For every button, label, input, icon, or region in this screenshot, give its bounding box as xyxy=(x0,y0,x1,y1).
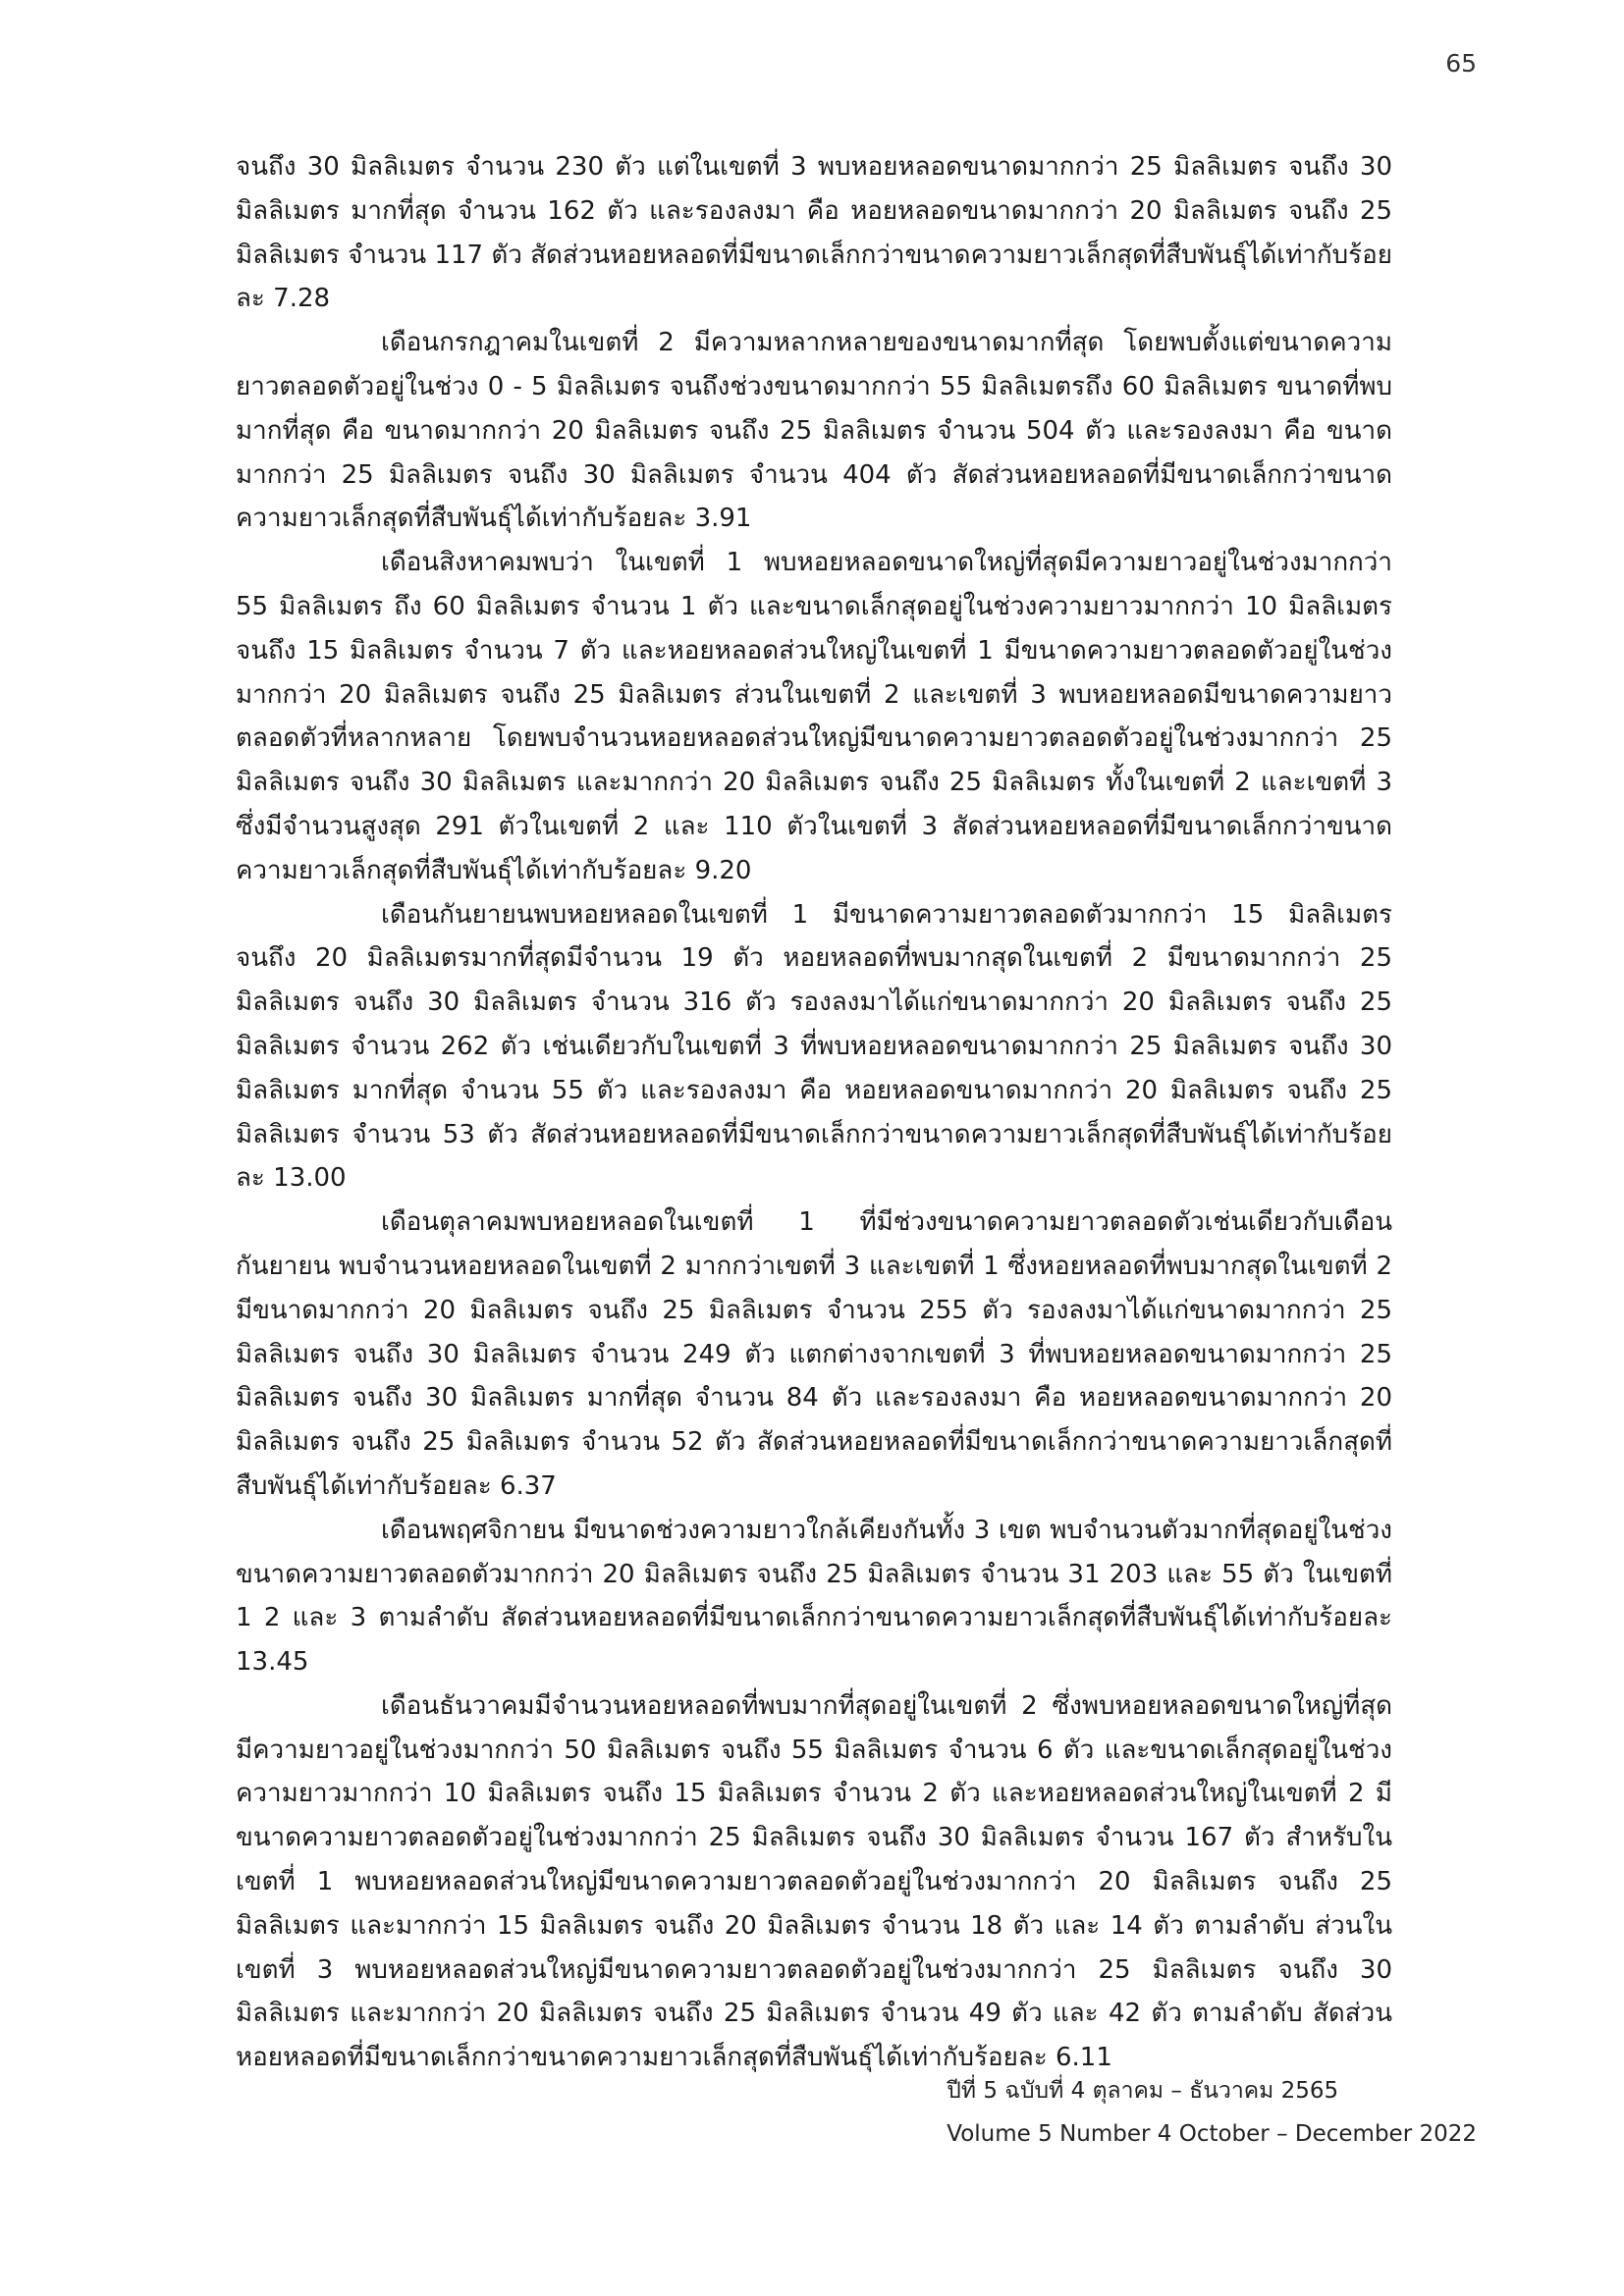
body-text xyxy=(236,145,1392,2080)
paragraph-december: เดือนธันวาคมมีจำนวนหอยหลอดที่พบมากที่สุดอยู่ในเขตที่ 2 ซึ่งพบหอยหลอดขนาดใหญ่ที่สุดมีความยาวอยู่ในช่วงมากกว่า 50 มิลลิเมตร จนถึง 55 มิลลิเมตร จำนวน 6 ตัว และขนาดเล็กสุดอยู่ในช่วงความยาวมากกว่า 10 มิลลิเมตร จนถึง 15 มิลลิเมตร จำนวน 2 ตัว และหอยหลอดส่วนใหญ่ในเขตที่ 2 มีขนาดความยาวตลอดตัวอยู่ในช่วงมากกว่า 25 มิลลิเมตร จนถึง 30 มิลลิเมตร จำนวน 167 ตัว สำหรับในเขตที่ 1 พบหอยหลอดส่วนใหญ่มีขนาดความยาวตลอดตัวอยู่ในช่วงมากกว่า 20 มิลลิเมตร จนถึง 25 มิลลิเมตร และมากกว่า 15 มิลลิเมตร จนถึง 20 มิลลิเมตร จำนวน 18 ตัว และ 14 ตัว ตามลำดับ ส่วนในเขตที่ 3 พบหอยหลอดส่วนใหญ่มีขนาดความยาวตลอดตัวอยู่ในช่วงมากกว่า 25 มิลลิเมตร จนถึง 30 มิลลิเมตร และมากกว่า 20 มิลลิเมตร จนถึง 25 มิลลิเมตร จำนวน 49 ตัว และ 42 ตัว ตามลำดับ สัดส่วนหอยหลอดที่มีขนาดเล็กกว่าขนาดความยาวเล็กสุดที่สืบพันธุ์ได้เท่ากับร้อยละ 6.11 xyxy=(236,1690,1392,2073)
paragraph-september: เดือนกันยายนพบหอยหลอดในเขตที่ 1 มีขนาดความยาวตลอดตัวมากกว่า 15 มิลลิเมตร จนถึง 20 มิลลิเมตรมากที่สุดมีจำนวน 19 ตัว หอยหลอดที่พบมากสุดในเขตที่ 2 มีขนาดมากกว่า 25 มิลลิเมตร จนถึง 30 มิลลิเมตร จำนวน 316 ตัว รองลงมาได้แก่ขนาดมากกว่า 20 มิลลิเมตร จนถึง 25 มิลลิเมตร จำนวน 262 ตัว เช่นเดียวกับในเขตที่ 3 ที่พบหอยหลอดขนาดมากกว่า 25 มิลลิเมตร จนถึง 30 มิลลิเมตร มากที่สุด จำนวน 55 ตัว และรองลงมา คือ หอยหลอดขนาดมากกว่า 20 มิลลิเมตร จนถึง 25 มิลลิเมตร จำนวน 53 ตัว สัดส่วนหอยหลอดที่มีขนาดเล็กกว่าขนาดความยาวเล็กสุดที่สืบพันธุ์ได้เท่ากับร้อยละ 13.00 xyxy=(236,899,1392,1194)
paragraph-continuation: จนถึง 30 มิลลิเมตร จำนวน 230 ตัว แต่ในเขตที่ 3 พบหอยหลอดขนาดมากกว่า 25 มิลลิเมตร จนถึง 30 มิลลิเมตร มากที่สุด จำนวน 162 ตัว และรองลงมา คือ หอยหลอดขนาดมากกว่า 20 มิลลิเมตร จนถึง 25 มิลลิเมตร จำนวน 117 ตัว สัดส่วนหอยหลอดที่มีขนาดเล็กกว่าขนาดความยาวเล็กสุดที่สืบพันธุ์ได้เท่ากับร้อยละ 7.28 xyxy=(236,152,1392,314)
footer-issue-thai: ปีที่ 5 ฉบับที่ 4 ตุลาคม – ธันวาคม 2565 xyxy=(947,2078,1339,2104)
paragraph-july: เดือนกรกฎาคมในเขตที่ 2 มีความหลากหลายของขนาดมากที่สุด โดยพบตั้งแต่ขนาดความยาวตลอดตัวอยู่ในช่วง 0 - 5 มิลลิเมตร จนถึงช่วงขนาดมากกว่า 55 มิลลิเมตรถึง 60 มิลลิเมตร ขนาดที่พบมากที่สุด คือ ขนาดมากกว่า 20 มิลลิเมตร จนถึง 25 มิลลิเมตร จำนวน 504 ตัว และรองลงมา คือ ขนาดมากกว่า 25 มิลลิเมตร จนถึง 30 มิลลิเมตร จำนวน 404 ตัว สัดส่วนหอยหลอดที่มีขนาดเล็กกว่าขนาดความยาวเล็กสุดที่สืบพันธุ์ได้เท่ากับร้อยละ 3.91 xyxy=(236,328,1392,534)
footer-issue-english: Volume 5 Number 4 October – December 2022 xyxy=(947,2121,1477,2147)
paragraph-october: เดือนตุลาคมพบหอยหลอดในเขตที่ 1 ที่มีช่วงขนาดความยาวตลอดตัวเช่นเดียวกับเดือนกันยายน พบจำนวนหอยหลอดในเขตที่ 2 มากกว่าเขตที่ 3 และเขตที่ 1 ซึ่งหอยหลอดที่พบมากสุดในเขตที่ 2 มีขนาดมากกว่า 20 มิลลิเมตร จนถึง 25 มิลลิเมตร จำนวน 255 ตัว รองลงมาได้แก่ขนาดมากกว่า 25 มิลลิเมตร จนถึง 30 มิลลิเมตร จำนวน 249 ตัว แตกต่างจากเขตที่ 3 ที่พบหอยหลอดขนาดมากกว่า 25 มิลลิเมตร จนถึง 30 มิลลิเมตร มากที่สุด จำนวน 84 ตัว และรองลงมา คือ หอยหลอดขนาดมากกว่า 20 มิลลิเมตร จนถึง 25 มิลลิเมตร จำนวน 52 ตัว สัดส่วนหอยหลอดที่มีขนาดเล็กกว่าขนาดความยาวเล็กสุดที่สืบพันธุ์ได้เท่ากับร้อยละ 6.37 xyxy=(236,1207,1392,1501)
page-number: 65 xyxy=(1445,49,1477,78)
paragraph-august: เดือนสิงหาคมพบว่า ในเขตที่ 1 พบหอยหลอดขนาดใหญ่ที่สุดมีความยาวอยู่ในช่วงมากกว่า 55 มิลลิเมตร ถึง 60 มิลลิเมตร จำนวน 1 ตัว และขนาดเล็กสุดอยู่ในช่วงความยาวมากกว่า 10 มิลลิเมตร จนถึง 15 มิลลิเมตร จำนวน 7 ตัว และหอยหลอดส่วนใหญ่ในเขตที่ 1 มีขนาดความยาวตลอดตัวอยู่ในช่วงมากกว่า 20 มิลลิเมตร จนถึง 25 มิลลิเมตร ส่วนในเขตที่ 2 และเขตที่ 3 พบหอยหลอดมีขนาดความยาวตลอดตัวที่หลากหลาย โดยพบจำนวนหอยหลอดส่วนใหญ่มีขนาดความยาวตลอดตัวอยู่ในช่วงมากกว่า 25 มิลลิเมตร จนถึง 30 มิลลิเมตร และมากกว่า 20 มิลลิเมตร จนถึง 25 มิลลิเมตร ทั้งในเขตที่ 2 และเขตที่ 3 ซึ่งมีจำนวนสูงสุด 291 ตัวในเขตที่ 2 และ 110 ตัวในเขตที่ 3 สัดส่วนหอยหลอดที่มีขนาดเล็กกว่าขนาดความยาวเล็กสุดที่สืบพันธุ์ได้เท่ากับร้อยละ 9.20 xyxy=(236,548,1392,885)
footer xyxy=(947,2069,1477,2156)
paragraph-november: เดือนพฤศจิกายน มีขนาดช่วงความยาวใกล้เคียงกันทั้ง 3 เขต พบจำนวนตัวมากที่สุดอยู่ในช่วงขนาดความยาวตลอดตัวมากกว่า 20 มิลลิเมตร จนถึง 25 มิลลิเมตร จำนวน 31 203 และ 55 ตัว ในเขตที่ 1 2 และ 3 ตามลำดับ สัดส่วนหอยหลอดที่มีขนาดเล็กกว่าขนาดความยาวเล็กสุดที่สืบพันธุ์ได้เท่ากับร้อยละ 13.45 xyxy=(236,1515,1392,1678)
